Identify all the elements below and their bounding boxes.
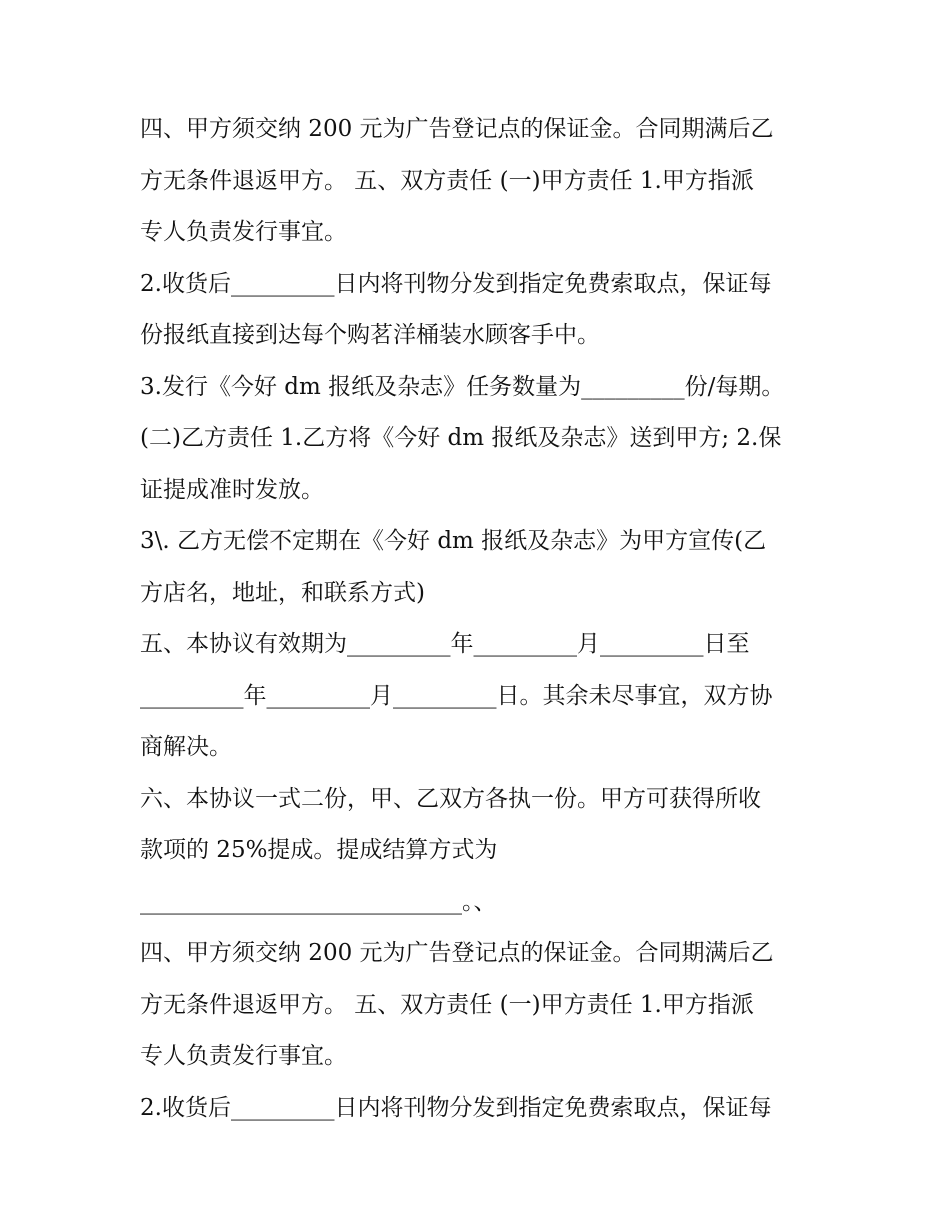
text-line: 六、本协议一式二份，甲、乙双方各执一份。甲方可获得所收 (140, 785, 761, 812)
text-line: 2.收货后_________日内将刊物分发到指定免费索取点，保证每 (140, 270, 772, 297)
text-line: ____________________________。、 (140, 888, 497, 915)
text-line: 方店名，地址，和联系方式) (140, 579, 425, 606)
text-line: 方无条件退返甲方。 五、双方责任 (一)甲方责任 1.甲方指派 (140, 167, 754, 194)
text-line: 商解决。 (140, 734, 232, 760)
text-line: 份报纸直接到达每个购茗洋桶装水顾客手中。 (140, 322, 600, 348)
text-line: 专人负责发行事宜。 (140, 219, 347, 245)
text-line: 证提成准时发放。 (140, 476, 324, 503)
text-line: 四、甲方须交纳 200 元为广告登记点的保证金。合同期满后乙 (140, 940, 774, 966)
text-line: 2.收货后_________日内将刊物分发到指定免费索取点，保证每 (140, 1094, 772, 1121)
text-line: 款项的 25%提成。提成结算方式为 (140, 837, 498, 863)
text-line: _________年_________月_________日。其余未尽事宜，双方协 (140, 682, 773, 709)
document-body (140, 104, 830, 1134)
text-line: (二)乙方责任 1.乙方将《今好 dm 报纸及杂志》送到甲方; 2.保 (140, 425, 782, 451)
text-line: 3.发行《今好 dm 报纸及杂志》任务数量为_________份/每期。 (140, 373, 785, 400)
text-line: 方无条件退返甲方。 五、双方责任 (一)甲方责任 1.甲方指派 (140, 991, 754, 1018)
text-line: 专人负责发行事宜。 (140, 1043, 347, 1069)
text-line: 五、本协议有效期为_________年_________月_________日至 (140, 631, 750, 657)
text-line: 3\. 乙方无偿不定期在《今好 dm 报纸及杂志》为甲方宣传(乙 (140, 528, 767, 554)
text-line: 四、甲方须交纳 200 元为广告登记点的保证金。合同期满后乙 (140, 116, 774, 142)
